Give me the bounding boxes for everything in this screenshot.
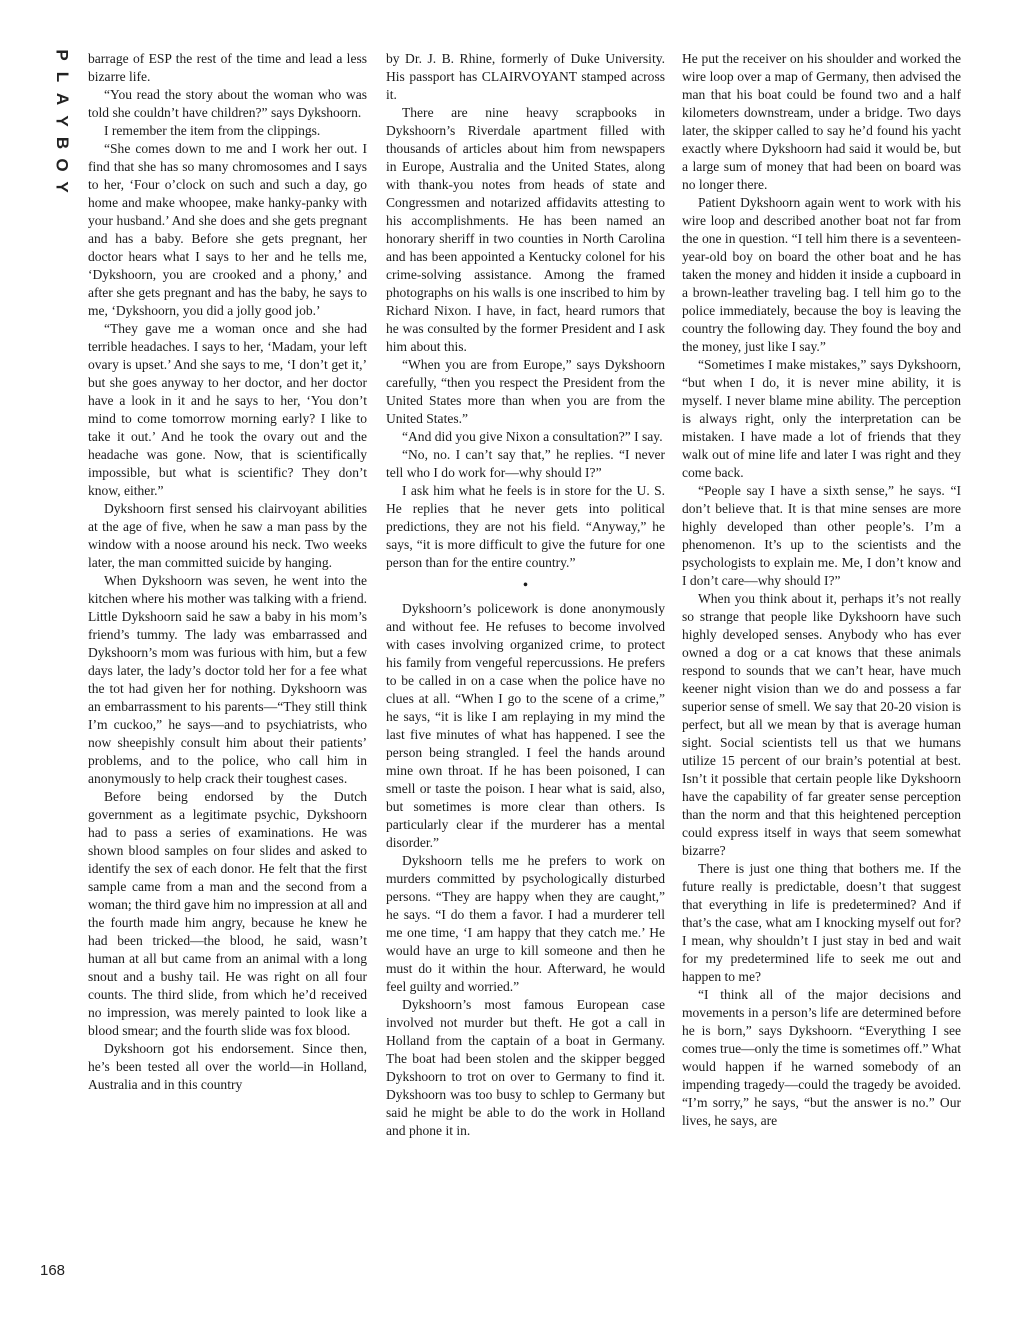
text-column-3 bbox=[682, 50, 961, 1285]
body-paragraph: When you think about it, perhaps it’s not really so strange that people like Dykshoorn have such highly developed senses. Anybody who has ever owned a dog or a cat knows that these animals respond to sounds that we can’t hear, have much keener night vision than we do and possess a far superior sense of smell. We say that 20-20 vision is perfect, but all we mean by that is average human sight. Social scientists tell us that we humans utilize 15 percent of our brain’s potential at best. Isn’t it possible that certain people like Dykshoorn have the capability of far greater sense perception than the norm and that this heightened perception could express itself in ways that seem somewhat bizarre? bbox=[682, 591, 961, 858]
body-paragraph: I ask him what he feels is in store for the U. S. He replies that he never gets into political predictions, they are not his field. “Anyway,” he says, “it is more difficult to give the future for one person than for the entire country.” bbox=[386, 483, 665, 570]
masthead-letter: L bbox=[52, 71, 72, 83]
body-paragraph: “Sometimes I make mistakes,” says Dykshoorn, “but when I do, it is never mine ability, it is myself. I never blame mine ability. The perception is always right, only the interpretation can be mistaken. I have made a lot of friends that they walk out of mine life and later I was right and they come back. bbox=[682, 357, 961, 480]
body-paragraph: barrage of ESP the rest of the time and lead a less bizarre life. bbox=[88, 51, 367, 84]
body-paragraph: Dykshoorn got his endorsement. Since then, he’s been tested all over the world—in Holland, Australia and in this country bbox=[88, 1041, 367, 1092]
masthead-letter: B bbox=[53, 136, 72, 150]
masthead-letter: Y bbox=[53, 181, 72, 193]
body-paragraph: Before being endorsed by the Dutch government as a legitimate psychic, Dykshoorn had to pass a series of examinations. He was shown blood samples on four slides and asked to identify the sex of each donor. He felt that the first sample came from a man and the second from a woman; the third gave him no impression at all and the fourth made him angry, because he knew he had been tricked—the blood, he said, wasn’t human at all but came from an animal with a long snout and a bushy tail. He was right on all four counts. The third slide, from which he’d received no impression, was merely painted to look like a blood smear; and the fourth slide was fox blood. bbox=[88, 789, 367, 1038]
section-separator: • bbox=[523, 577, 528, 592]
body-paragraph: I remember the item from the clippings. bbox=[104, 123, 321, 138]
body-paragraph: “You read the story about the woman who was told she couldn’t have children?” says Dykshoorn. bbox=[88, 87, 367, 120]
body-paragraph: “I think all of the major decisions and movements in a person’s life are determined before he is born,” says Dykshoorn. “Everything I see comes true—only the time is sometimes off.” What would happen if he warned somebody of an impending tragedy—could the tragedy be avoided. “I’m sorry,” he says, “but the answer is no.” Our lives, he says, are bbox=[682, 987, 961, 1128]
body-paragraph: He put the receiver on his shoulder and worked the wire loop over a map of Germany, then advised the man that his boat could be found two and a half kilometers downstream, under a bridge. Two days later, the skipper called to say he’d found his yacht exactly where Dykshoorn had said it would be, but a large sum of money that had been on board was no longer there. bbox=[682, 51, 961, 192]
text-column-2 bbox=[386, 50, 665, 1285]
masthead-letter: P bbox=[53, 49, 72, 61]
masthead-letter: Y bbox=[53, 115, 72, 127]
body-paragraph: Dykshoorn first sensed his clairvoyant abilities at the age of five, when he saw a man pass by the window with a noose around his neck. Two weeks later, the man committed suicide by hanging. bbox=[88, 501, 367, 570]
body-paragraph: There is just one thing that bothers me. If the future really is predictable, doesn’t that suggest that everything in life is predetermined? And if that’s the case, what am I knocking myself out for? I mean, why shouldn’t I just stay in bed and wait for my predetermined life to seek me out and happen to me? bbox=[682, 861, 961, 984]
body-paragraph: by Dr. J. B. Rhine, formerly of Duke University. His passport has CLAIRVOYANT stamped across it. bbox=[386, 51, 665, 102]
body-paragraph: “And did you give Nixon a consultation?” I say. bbox=[402, 429, 663, 444]
magazine-masthead bbox=[52, 44, 72, 198]
body-paragraph: “They gave me a woman once and she had terrible headaches. I says to her, ‘Madam, your left ovary is upset.’ And she says to me, ‘I don’t get it,’ but she goes anyway to her doctor, and her doctor have a look in it and he says to her, ‘You don’t mind to come tomorrow morning early? I like to take it out.’ And he took the ovary out and the headache was gone. Now, that is scientifically impossible, but what is scientific? They don’t know, either.” bbox=[88, 321, 367, 498]
masthead-letter: A bbox=[53, 92, 72, 106]
page-number: 168 bbox=[40, 1262, 66, 1279]
body-paragraph: When Dykshoorn was seven, he went into the kitchen where his mother was talking with a friend. Little Dykshoorn said he saw a baby in his mom’s friend’s tummy. The lady was embarrassed and Dykshoorn’s mom was furious with him, but a few days later, the lady’s doctor told her for a fee what the tot had given her for nothing. Dykshoorn was an embarrassment to his parents—“They still think I’m cuckoo,” he says—and to psychiatrists, who now sheepishly consult him about their patients’ problems, and to the police, who call him in anonymously to help crack their toughest cases. bbox=[88, 573, 367, 786]
body-paragraph: There are nine heavy scrapbooks in Dykshoorn’s Riverdale apartment filled with thousands of articles about him from newspapers in Europe, Australia and the United States, along with thank-you notes from heads of state and Congressmen and notarized affidavits attesting to his accomplishments. He has been named an honorary sheriff in two counties in North Carolina and has been appointed a Kentucky colonel for his crime-solving assistance. Among the framed photographs on his walls is one inscribed to him by Richard Nixon. I have, in fact, heard rumors that he was consulted by the former President and I ask him about this. bbox=[386, 105, 665, 354]
text-column-1 bbox=[88, 50, 367, 1285]
body-paragraph: Dykshoorn tells me he prefers to work on murders committed by psychologically disturbed persons. “They are happy when they are caught,” he says. “I do them a favor. I had a murderer tell me one time, ‘I am happy that they catch me.’ He would have an urge to kill someone and then he must do it within the hour. Afterward, he would feel guilty and worried.” bbox=[386, 853, 665, 994]
body-paragraph: “No, no. I can’t say that,” he replies. “I never tell who I do work for—why should I?” bbox=[386, 447, 665, 480]
body-paragraph: Dykshoorn’s most famous European case involved not murder but theft. He got a call in Holland from the captain of a boat in Germany. The boat had been stolen and the skipper begged Dykshoorn to trot on over to Germany to find it. Dykshoorn was too busy to schlep to Germany but said he might be able to do the work in Holland and phone it in. bbox=[386, 997, 665, 1138]
masthead-letter: O bbox=[52, 158, 72, 172]
body-paragraph: “When you are from Europe,” says Dykshoorn carefully, “then you respect the President from the United States more than when you are from the United States.” bbox=[386, 357, 665, 426]
body-paragraph: Patient Dykshoorn again went to work with his wire loop and described another boat not far from the one in question. “I tell him there is a seventeen-year-old boy on board the other boat and he has taken the money and hidden it inside a cupboard in a brown-leather traveling bag. I tell him go to the police immediately, because the boy is leaving the country the following day. They found the boy and the money, just like I say.” bbox=[682, 195, 961, 354]
body-paragraph: “People say I have a sixth sense,” he says. “I don’t believe that. It is that mine senses are more highly developed than other people’s. I’m a phenomenon. It’s up to the scientists and the psychologists to explain me. Me, I don’t know and I don’t care—why should I?” bbox=[682, 483, 961, 588]
body-paragraph: Dykshoorn’s policework is done anonymously and without fee. He refuses to become involved with cases involving organized crime, to protect his family from vengeful repercussions. He prefers to be called in on a case when the police have no clues at all. “When I go to the scene of a crime,” he says, “it is like I am replaying in my mind the last five minutes of what has happened. I see the person being strangled. I feel the hands around mine own throat. If he has been poisoned, I can smell or taste the poison. I hear what is said, also, but sometimes is more clear than others. Is particularly clear if the murderer has a mental disorder.” bbox=[386, 601, 665, 850]
body-paragraph: “She comes down to me and I work her out. I find that she has so many chromosomes and I says to her, ‘Four o’clock on such and such a day, go home and make whoopee, make hanky-panky with your husband.’ And she does and she gets pregnant and has a baby. Before she gets pregnant, her doctor hears what I says to her and he tells me, ‘Dykshoorn, you are crooked and a phony,’ and after she gets pregnant and has the baby, he says to me, ‘Dykshoorn, you did a jolly good job.’ bbox=[88, 141, 367, 318]
